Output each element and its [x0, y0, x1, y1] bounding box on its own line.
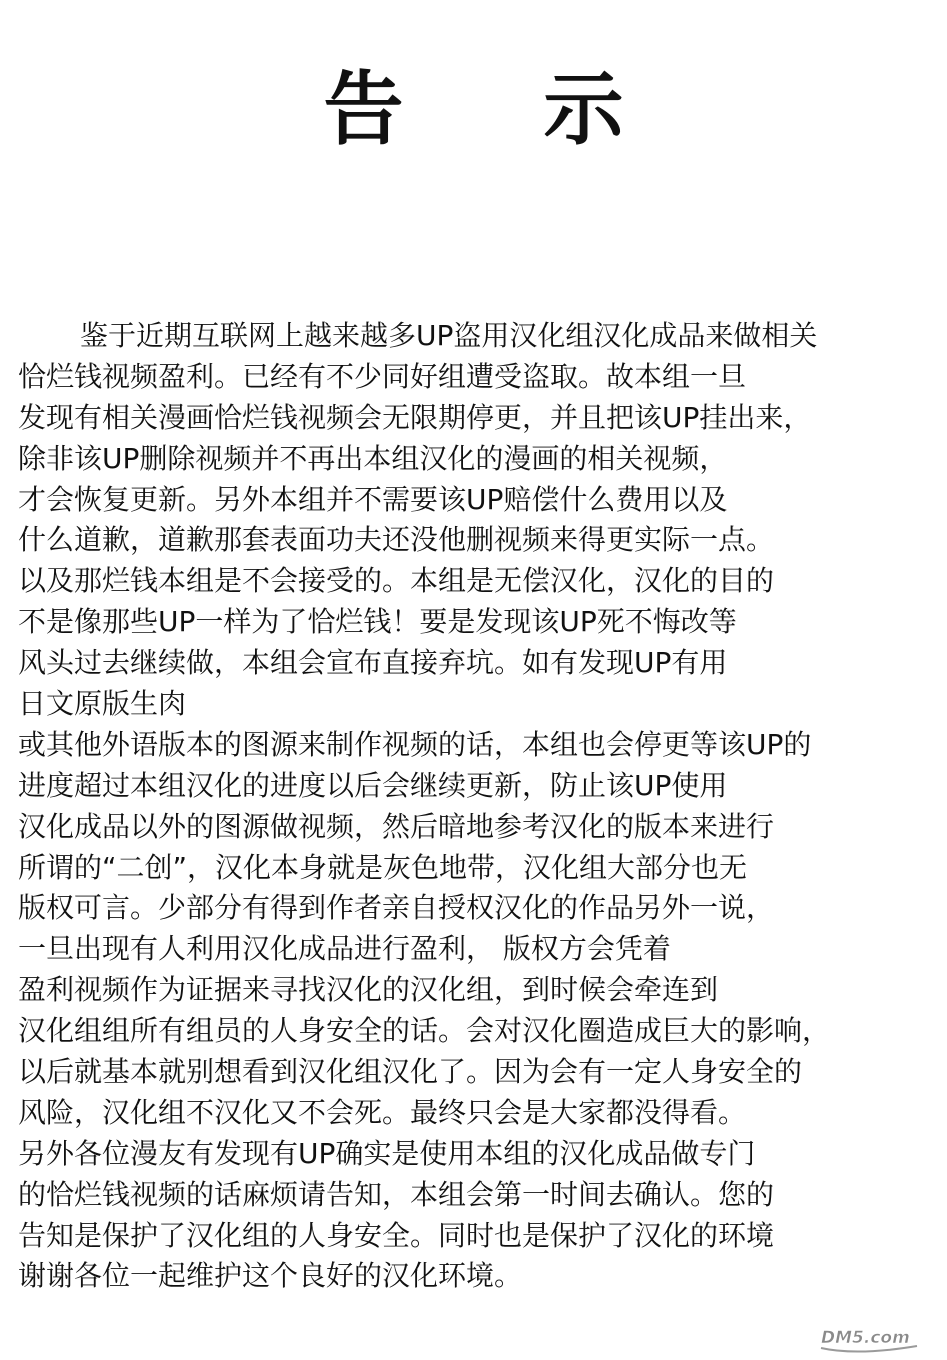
body-line: 恰烂钱视频盈利。已经有不少同好组遭受盗取。故本组一旦 [18, 359, 747, 393]
body-line: 一旦出现有人利用汉化成品进行盈利， 版权方会凭着 [18, 932, 671, 966]
body-line: 另外各位漫友有发现有UP确实是使用本组的汉化成品做专门 [18, 1136, 756, 1170]
dm5-watermark-logo [817, 1324, 935, 1354]
body-line: 告知是保护了汉化组的人身安全。同时也是保护了汉化的环境 [18, 1218, 775, 1252]
body-line: 以及那烂钱本组是不会接受的。本组是无偿汉化，汉化的目的 [18, 564, 775, 598]
body-line: 不是像那些UP一样为了恰烂钱！要是发现该UP死不悔改等 [18, 605, 737, 639]
body-line: 的恰烂钱视频的话麻烦请告知，本组会第一时间去确认。您的 [18, 1177, 775, 1211]
body-line: 才会恢复更新。另外本组并不需要该UP赔偿什么费用以及 [18, 482, 728, 516]
body-line: 鉴于近期互联网上越来越多UP盗用汉化组汉化成品来做相关 [80, 319, 818, 352]
notice-body [18, 316, 943, 1297]
body-line: 汉化组组所有组员的人身安全的话。会对汉化圈造成巨大的影响， [18, 1014, 831, 1048]
body-line: 盈利视频作为证据来寻找汉化的汉化组，到时候会牵连到 [18, 973, 719, 1007]
body-line: 除非该UP删除视频并不再出本组汉化的漫画的相关视频， [18, 441, 728, 475]
body-line: 风头过去继续做，本组会宣布直接弃坑。如有发现UP有用 [18, 646, 728, 680]
body-line: 所谓的“二创”，汉化本身就是灰色地带，汉化组大部分也无 [18, 850, 748, 884]
body-line: 汉化成品以外的图源做视频，然后暗地参考汉化的版本来进行 [18, 809, 775, 843]
watermark-text: DM5.com [821, 1328, 910, 1348]
body-line: 谢谢各位一起维护这个良好的汉化环境。 [18, 1259, 523, 1293]
body-line: 进度超过本组汉化的进度以后会继续更新，防止该UP使用 [18, 768, 728, 802]
body-line: 发现有相关漫画恰烂钱视频会无限期停更，并且把该UP挂出来， [18, 400, 812, 434]
notice-title: 告示 [323, 63, 764, 156]
body-line: 以后就基本就别想看到汉化组汉化了。因为会有一定人身安全的 [18, 1055, 803, 1089]
body-line: 版权可言。少部分有得到作者亲自授权汉化的作品另外一说， [18, 891, 775, 925]
body-line: 或其他外语版本的图源来制作视频的话，本组也会停更等该UP的 [18, 727, 812, 761]
body-line: 什么道歉，道歉那套表面功夫还没他删视频来得更实际一点。 [18, 523, 775, 557]
body-line: 风险，汉化组不汉化又不会死。最终只会是大家都没得看。 [18, 1095, 747, 1129]
body-line: 日文原版生肉 [18, 687, 187, 721]
